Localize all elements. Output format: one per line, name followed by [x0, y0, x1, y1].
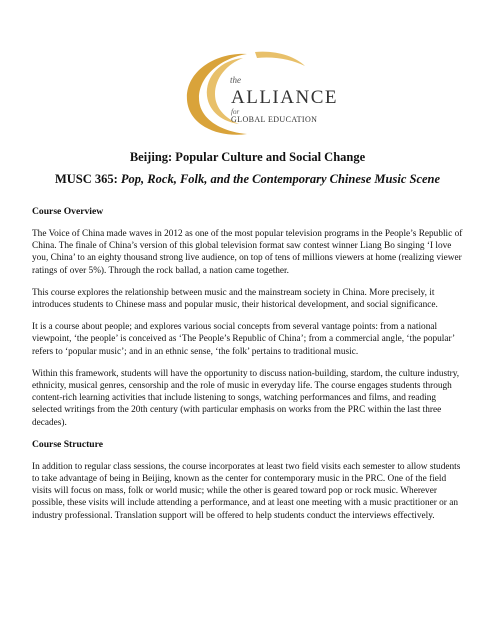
logo-alliance-text: ALLIANCE	[231, 87, 338, 108]
section-heading-structure: Course Structure	[32, 438, 103, 450]
overview-paragraph-3: It is a course about people; and explores various social concepts from several vantage points: from a national viewpoint, ‘the people’ is conceived as ‘The People’s Republic of China’; from a commercial angle, ‘the popular’ refers to ‘popular music’; and in an ethnic sense, ‘the folk’ pertains to traditional music.	[32, 322, 455, 357]
overview-paragraph-1: The Voice of China made waves in 2012 as one of the most popular television programs in the People’s Republic of China. The finale of China’s version of this global television format saw contest winner Liang Bo singing ‘I love you, China’ to an eighty thousand strong live audience, on top of tens of millions viewers at home (realizing viewer ratings of over 5%). Through the rock ballad, a nation came together.	[32, 229, 463, 276]
course-title	[0, 172, 495, 187]
logo-for-text: for	[231, 108, 240, 116]
course-code: MUSC 365:	[54, 172, 118, 186]
page-title: Beijing: Popular Culture and Social Change	[129, 150, 366, 164]
section-heading-overview: Course Overview	[32, 206, 104, 217]
overview-paragraph-2: This course explores the relationship between music and the mainstream society in China. More precisely, it introduces students to Chinese mass and popular music, their historical development, and social significance.	[32, 287, 438, 311]
course-name: Pop, Rock, Folk, and the Contemporary Chinese Music Scene	[120, 172, 441, 186]
logo-global-education-text: GLOBAL EDUCATION	[231, 115, 318, 124]
structure-paragraph: In addition to regular class sessions, the course incorporates at least two field visits each semester to allow students to take advantage of being in Beijing, known as the center for contemporary music in the PRC. One of the field visits will focus on mass, folk or world music; while the other is geared toward pop or rock music. Wherever possible, these visits will include attending a performance, and at least one meeting with a music practitioner or an industry professional. Translation support will be offered to help students conduct the interviews effectively.	[32, 461, 461, 521]
logo-the-text: the	[230, 75, 241, 85]
alliance-logo	[175, 48, 355, 140]
overview-paragraph-4: Within this framework, students will have the opportunity to discuss nation-building, stardom, the culture industry, ethnicity, musical genres, censorship and the role of music in everyday life. The course engages students through content-rich learning activities that include listening to songs, watching performances and films, and reading selected writings from the 20th century (with particular emphasis on works from the PRC within the last three decades).	[32, 368, 460, 428]
document-body	[32, 206, 468, 532]
